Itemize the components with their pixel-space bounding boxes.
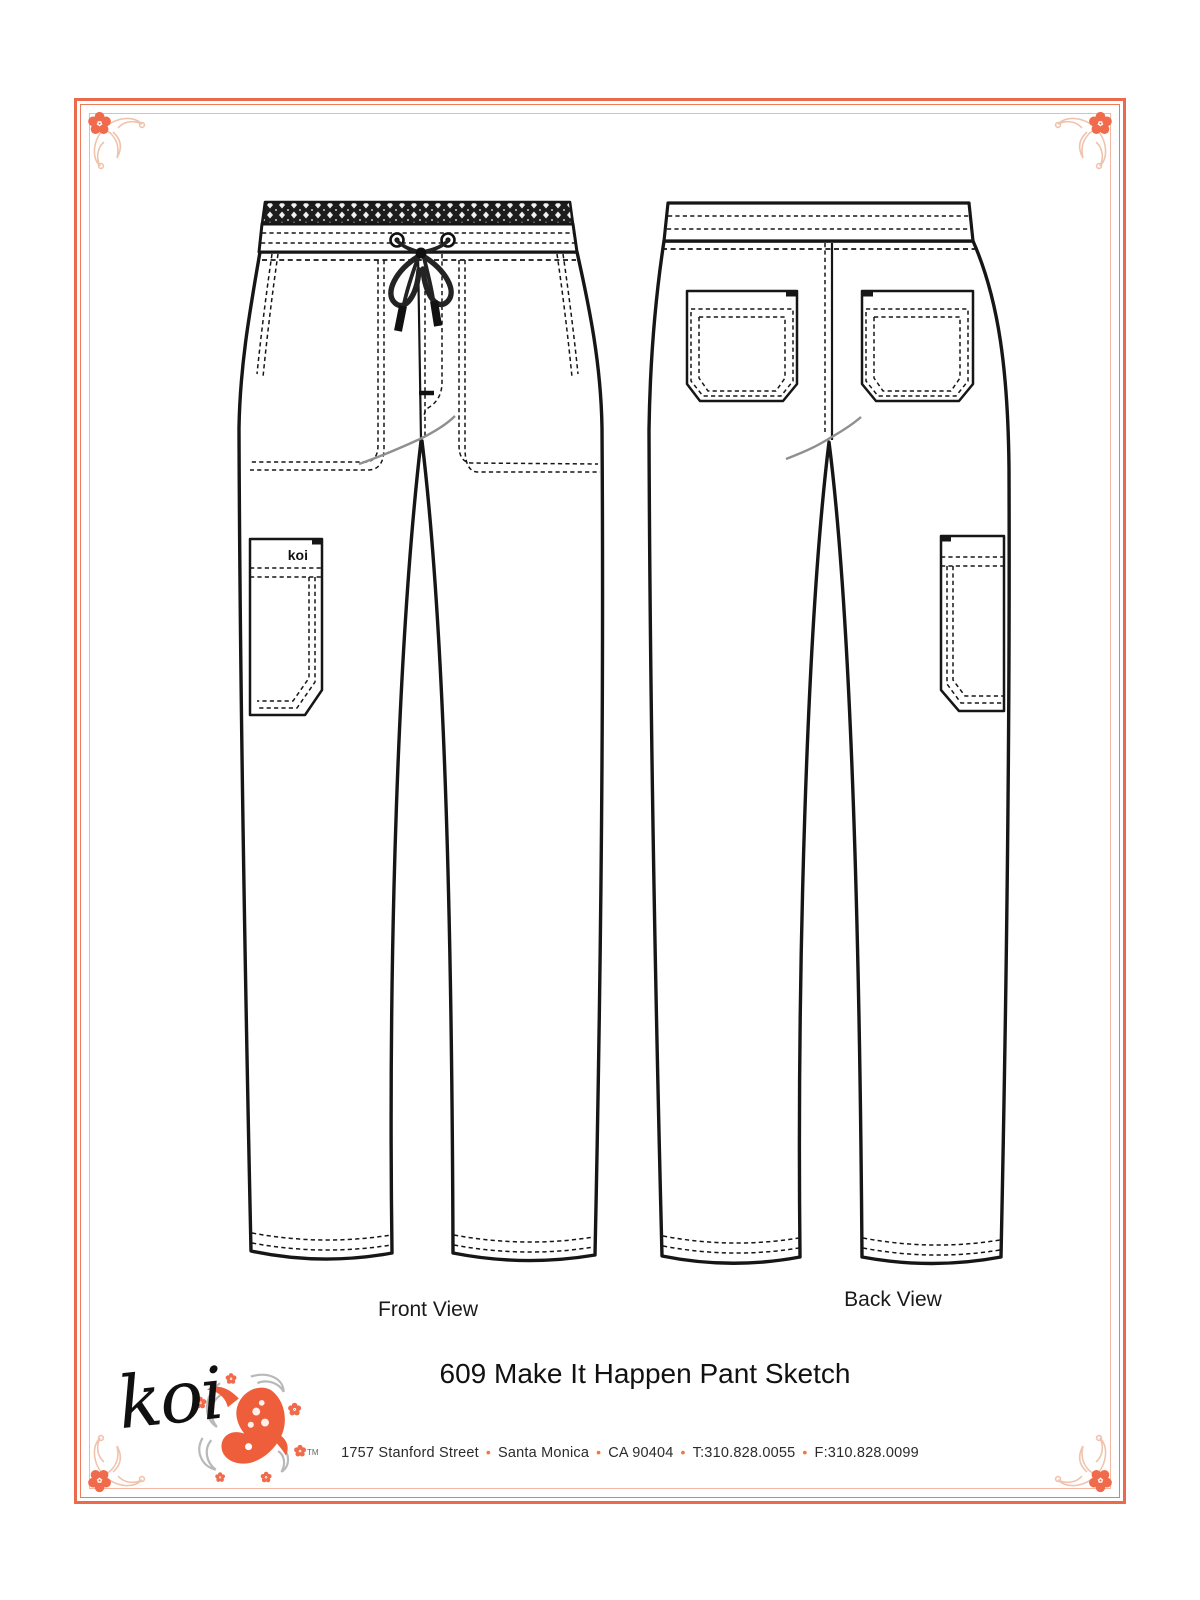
trademark-symbol: TM [307, 1448, 319, 1457]
koi-logo-text: koi [113, 1350, 227, 1446]
document-title: 609 Make It Happen Pant Sketch [439, 1358, 851, 1389]
address-street: 1757 Stanford Street [341, 1445, 479, 1461]
bullet-separator: • [485, 1444, 492, 1460]
back-waistband [664, 203, 973, 241]
back-pocket-left [687, 291, 797, 401]
address-city: Santa Monica [498, 1445, 590, 1461]
address-state-zip: CA 90404 [608, 1445, 674, 1461]
bullet-separator: • [596, 1444, 602, 1460]
back-pant [649, 203, 1009, 1264]
front-pant [239, 202, 603, 1261]
bullet-separator: • [802, 1444, 808, 1460]
address-fax: F:310.828.0099 [814, 1445, 919, 1461]
front-waistband [259, 202, 577, 252]
bullet-separator: • [680, 1444, 686, 1460]
koi-logo [100, 1350, 330, 1490]
back-cargo-pocket [941, 536, 1004, 711]
front-view-label: Front View [378, 1298, 478, 1321]
address-phone: T:310.828.0055 [692, 1445, 796, 1461]
back-pocket-right [862, 291, 973, 401]
cargo-pocket-koi-label: koi [287, 547, 308, 563]
address-line [341, 1444, 919, 1461]
front-cargo-pocket [250, 539, 322, 715]
back-view-label: Back View [844, 1288, 942, 1311]
